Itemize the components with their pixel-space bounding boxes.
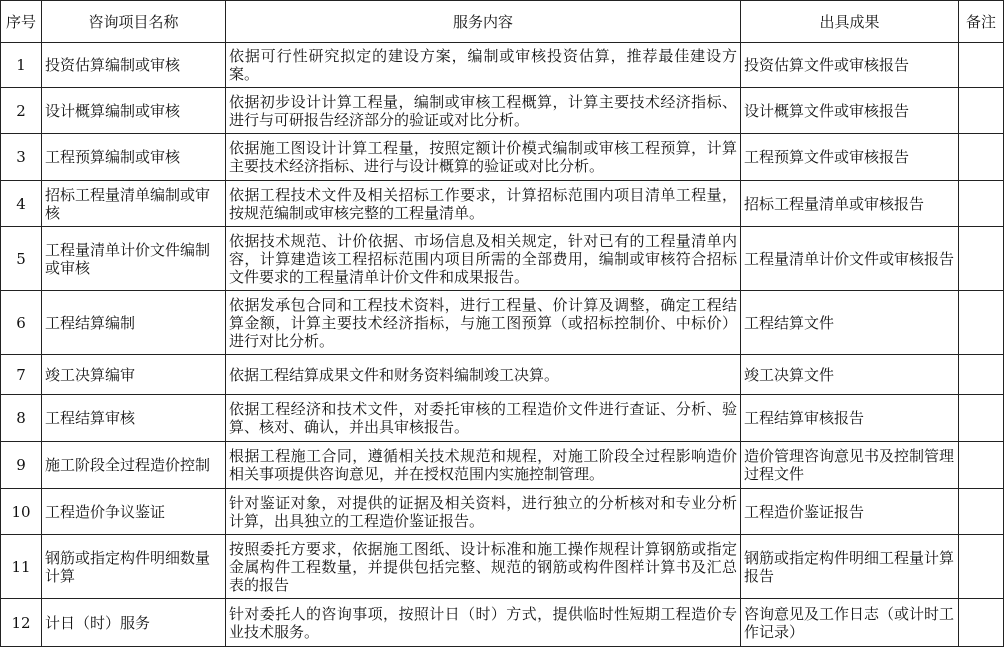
deliverable: 工程结算审核报告 — [741, 395, 959, 442]
deliverable: 竣工决算文件 — [741, 355, 959, 395]
deliverable: 设计概算文件或审核报告 — [741, 88, 959, 134]
table-header-row — [1, 1, 1004, 43]
header-service-content: 服务内容 — [226, 1, 741, 43]
remarks — [959, 134, 1004, 181]
deliverable: 招标工程量清单或审核报告 — [741, 181, 959, 227]
table-row — [1, 88, 1004, 134]
deliverable: 工程造价鉴证报告 — [741, 489, 959, 535]
table-row — [1, 489, 1004, 535]
item-name: 工程造价争议鉴证 — [42, 489, 226, 535]
remarks — [959, 355, 1004, 395]
service-content: 依据发承包合同和工程技术资料，进行工程量、价计算及调整，确定工程结算金额，计算主要技术经济指标，与施工图预算（或招标控制价、中标价）进行对比分析。 — [226, 291, 741, 355]
remarks — [959, 181, 1004, 227]
row-number: 10 — [1, 489, 42, 535]
deliverable: 咨询意见及工作日志（或计时工作记录） — [741, 599, 959, 647]
table-row — [1, 395, 1004, 442]
service-content: 针对鉴证对象，对提供的证据及相关资料，进行独立的分析核对和专业分析计算，出具独立的工程造价鉴证报告。 — [226, 489, 741, 535]
row-number: 3 — [1, 134, 42, 181]
header-remarks: 备注 — [959, 1, 1004, 43]
item-name: 钢筋或指定构件明细数量计算 — [42, 535, 226, 599]
table-row — [1, 291, 1004, 355]
table-row — [1, 599, 1004, 647]
table-row — [1, 43, 1004, 88]
remarks — [959, 291, 1004, 355]
service-content: 依据工程经济和技术文件，对委托审核的工程造价文件进行查证、分析、验算、核对、确认，并出具审核报告。 — [226, 395, 741, 442]
header-deliverable: 出具成果 — [741, 1, 959, 43]
service-content: 针对委托人的咨询事项，按照计日（时）方式，提供临时性短期工程造价专业技术服务。 — [226, 599, 741, 647]
row-number: 12 — [1, 599, 42, 647]
remarks — [959, 227, 1004, 291]
row-number: 4 — [1, 181, 42, 227]
service-content: 依据工程技术文件及相关招标工作要求，计算招标范围内项目清单工程量，按规范编制或审核完整的工程量清单。 — [226, 181, 741, 227]
table-row — [1, 227, 1004, 291]
header-seq: 序号 — [1, 1, 42, 43]
deliverable: 工程预算文件或审核报告 — [741, 134, 959, 181]
deliverable: 造价管理咨询意见书及控制管理过程文件 — [741, 442, 959, 489]
service-content: 依据施工图设计计算工程量，按照定额计价模式编制或审核工程预算，计算主要技术经济指标、进行与设计概算的验证或对比分析。 — [226, 134, 741, 181]
service-content: 依据初步设计计算工程量，编制或审核工程概算，计算主要技术经济指标、进行与可研报告经济部分的验证或对比分析。 — [226, 88, 741, 134]
item-name: 投资估算编制或审核 — [42, 43, 226, 88]
row-number: 7 — [1, 355, 42, 395]
remarks — [959, 599, 1004, 647]
item-name: 设计概算编制或审核 — [42, 88, 226, 134]
remarks — [959, 88, 1004, 134]
service-content: 按照委托方要求，依据施工图纸、设计标准和施工操作规程计算钢筋或指定金属构件工程数量，并提供包括完整、规范的钢筋或构件图样计算书及汇总表的报告 — [226, 535, 741, 599]
row-number: 2 — [1, 88, 42, 134]
service-content: 依据可行性研究拟定的建设方案，编制或审核投资估算，推荐最佳建设方案。 — [226, 43, 741, 88]
service-content: 依据技术规范、计价依据、市场信息及相关规定，针对已有的工程量清单内容，计算建造该工程招标范围内项目所需的全部费用，编制或审核符合招标文件要求的工程量清单计价文件和成果报告。 — [226, 227, 741, 291]
row-number: 11 — [1, 535, 42, 599]
item-name: 工程结算编制 — [42, 291, 226, 355]
table-row — [1, 442, 1004, 489]
service-content: 根据工程施工合同，遵循相关技术规范和规程，对施工阶段全过程影响造价相关事项提供咨询意见，并在授权范围内实施控制管理。 — [226, 442, 741, 489]
remarks — [959, 442, 1004, 489]
table-row — [1, 181, 1004, 227]
deliverable: 投资估算文件或审核报告 — [741, 43, 959, 88]
table-row — [1, 355, 1004, 395]
item-name: 竣工决算编审 — [42, 355, 226, 395]
remarks — [959, 43, 1004, 88]
deliverable: 工程结算文件 — [741, 291, 959, 355]
remarks — [959, 535, 1004, 599]
item-name: 工程量清单计价文件编制或审核 — [42, 227, 226, 291]
item-name: 工程预算编制或审核 — [42, 134, 226, 181]
table-row — [1, 134, 1004, 181]
deliverable: 钢筋或指定构件明细工程量计算报告 — [741, 535, 959, 599]
table-row — [1, 535, 1004, 599]
row-number: 5 — [1, 227, 42, 291]
service-content: 依据工程结算成果文件和财务资料编制竣工决算。 — [226, 355, 741, 395]
header-item-name: 咨询项目名称 — [42, 1, 226, 43]
remarks — [959, 395, 1004, 442]
item-name: 工程结算审核 — [42, 395, 226, 442]
remarks — [959, 489, 1004, 535]
row-number: 8 — [1, 395, 42, 442]
item-name: 计日（时）服务 — [42, 599, 226, 647]
row-number: 9 — [1, 442, 42, 489]
row-number: 1 — [1, 43, 42, 88]
row-number: 6 — [1, 291, 42, 355]
item-name: 施工阶段全过程造价控制 — [42, 442, 226, 489]
deliverable: 工程量清单计价文件或审核报告 — [741, 227, 959, 291]
item-name: 招标工程量清单编制或审核 — [42, 181, 226, 227]
